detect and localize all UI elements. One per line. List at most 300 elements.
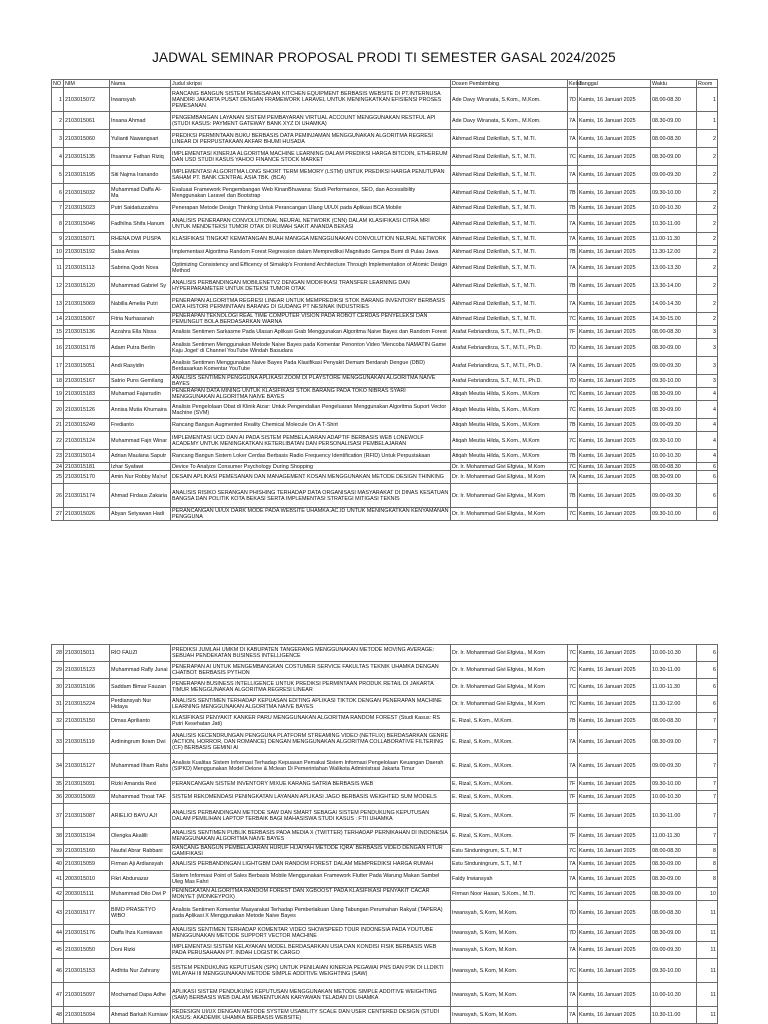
- cell-waktu: 09.30-10.00: [651, 959, 697, 983]
- cell-nama: Ardhita Nur Zahrany: [110, 959, 171, 983]
- cell-no: 42: [52, 888, 64, 901]
- cell-tanggal: Kamis, 16 Januari 2025: [578, 463, 651, 471]
- cell-nama: Ahmad Firdaus Zakaria: [110, 484, 171, 508]
- header-room: Room: [697, 80, 718, 88]
- cell-room: 4: [697, 388, 718, 401]
- cell-room: 1: [697, 88, 718, 112]
- cell-judul: PREDIKSI JUMLAH UMKM DI KABUPATEN TANGERANG MENGGUNAKAN METODE MOVING AVERAGE: SEBUAH PENDEKATAN BUSINESS INTELLIGENCE: [171, 645, 451, 662]
- cell-room: 2: [697, 184, 718, 202]
- cell-nama: Mochamad Dapa Adhe: [110, 983, 171, 1007]
- cell-no: 37: [52, 804, 64, 828]
- cell-nim: 2003015010: [64, 871, 110, 888]
- cell-room: 2: [697, 295, 718, 313]
- cell-nim: 2103015136: [64, 326, 110, 339]
- cell-no: 12: [52, 277, 64, 295]
- cell-room: 7: [697, 804, 718, 828]
- cell-room: 7: [697, 828, 718, 845]
- header-tanggal: Tanggal: [578, 80, 651, 88]
- table-row: [52, 804, 718, 828]
- cell-nim: 2103015032: [64, 184, 110, 202]
- table-row: [52, 388, 718, 401]
- cell-judul: IMPLEMENTASI KINERJA ALGORITMA MACHINE LEARNING DALAM PREDIKSI HARGA BITCOIN, ETHEREUM DAN USD STUDI KASUS YAHOO FINANCE STOCK MARKET: [171, 148, 451, 166]
- cell-no: 32: [52, 713, 64, 730]
- cell-room: 3: [697, 375, 718, 388]
- cell-kelas: 7A: [568, 858, 578, 871]
- header-waktu: Waktu: [651, 80, 697, 88]
- cell-no: 15: [52, 326, 64, 339]
- cell-judul: SISTEM PENDUKUNG KEPUTUSAN (SPK) UNTUK PENILAIAN KINERJA PEGAWAI PNS DAN P3K DI LLDIKTI WILAYAH III MENGGUNAKAN METODE SIMPLE ADDITIVE WEIGHTING (SAW): [171, 959, 451, 983]
- cell-no: 23: [52, 450, 64, 463]
- cell-nim: 2103015069: [64, 295, 110, 313]
- cell-kelas: 7B: [568, 450, 578, 463]
- cell-waktu: 08.00-08.30: [651, 713, 697, 730]
- cell-judul: ANALISIS SENTIMEN PUBLIK BERBASIS PADA MEDIA X (TWITTER) TERHADAP PERNIKAHAN DI INDONESIA MENGGUNAKAN ALGORITMA NAIVE BAYES: [171, 828, 451, 845]
- cell-nim: 2103015177: [64, 901, 110, 925]
- cell-nama: Siti Najma Iranando: [110, 166, 171, 184]
- cell-nim: 2103015176: [64, 925, 110, 942]
- cell-judul: PENGEMBANGAN LAYANAN SISTEM PEMBAYARAN VIRTUAL ACCOUNT MENGGUNAKAN RESTFUL API (STUDI KASUS: PAYMENT GATEWAY BANK XYZ DI UHAMKA): [171, 112, 451, 130]
- cell-dosen: Faldy Irwiansyah: [451, 871, 568, 888]
- cell-dosen: Atiqah Meutia Hilda, S.Kom., M.Kom: [451, 432, 568, 450]
- cell-nama: Ardiningrum Ikram Dwi: [110, 730, 171, 754]
- cell-kelas: 7C: [568, 645, 578, 662]
- cell-no: 17: [52, 357, 64, 375]
- cell-waktu: 10.30-11.00: [651, 662, 697, 679]
- cell-room: 2: [697, 277, 718, 295]
- cell-no: 6: [52, 184, 64, 202]
- cell-waktu: 09.00-09.30: [651, 484, 697, 508]
- cell-tanggal: Kamis, 16 Januari 2025: [578, 233, 651, 246]
- cell-judul: Analisis Kualitas Sistem Informasi Terhadap Kepuasan Pemakai Sistem Informasi Pengelolaan Keuangan Daerah (SIPKD) Menggunakan Model Delone & Mclean Di Pemerintahan Walikota Administrasi Jakarta Timur: [171, 754, 451, 778]
- cell-tanggal: Kamis, 16 Januari 2025: [578, 645, 651, 662]
- cell-kelas: 7C: [569, 463, 576, 470]
- cell-room: 4: [697, 450, 718, 463]
- cell-kelas: 7D: [568, 375, 578, 388]
- cell-kelas: 7A: [568, 130, 578, 148]
- cell-waktu: 13.00-13.30: [651, 259, 697, 277]
- cell-kelas: 7D: [568, 339, 578, 357]
- cell-nim: 2103015249: [64, 419, 110, 432]
- cell-no: 44: [52, 925, 64, 942]
- cell-dosen: Arafat Febriandirza, S.T., M.TI., Ph.D.: [451, 326, 568, 339]
- page-title: JADWAL SEMINAR PROPOSAL PRODI TI SEMESTER GASAL 2024/2025: [152, 50, 616, 65]
- cell-kelas: 7A: [568, 295, 578, 313]
- cell-judul: IMPLEMENTASI SISTEM KELAYAKAN MODEL BERDASARKAN USIA DAN KONDISI FISIK BERBASIS WEB PADA PERUSAHAAN PT. INDAH LOGISTIK CARGO: [171, 942, 451, 959]
- cell-nama: Izhar Syafawi: [110, 463, 171, 471]
- cell-judul: PENINGKATAN ALGORITMA RANDOM FOREST DAN XGBOOST PADA KLASIFIKASI PENYAKIT CACAR MONYET (MONKEYPOX): [171, 888, 451, 901]
- cell-kelas: 7C: [568, 696, 578, 713]
- cell-kelas: 7C: [568, 845, 578, 858]
- cell-judul: SISTEM REKOMENDASI PENINGKATAN LAYANAN APLIKASI JAGO BERBASIS WEIGHTED SUM MODELS: [171, 791, 451, 804]
- cell-dosen: Akhmad Rizal Dzikrillah, S.T., M.TI.: [451, 184, 568, 202]
- cell-nama: Muhammad Ilham Rahs: [110, 754, 171, 778]
- table-row: [52, 778, 718, 791]
- cell-kelas: 7D: [568, 88, 578, 112]
- cell-kelas: 7F: [568, 791, 578, 804]
- cell-room: 8: [697, 871, 718, 888]
- cell-waktu: 08.30-09.00: [651, 339, 697, 357]
- cell-judul: DESAIN APLIKASI PEMESANAN DAN MANAGEMENT KOSAN MENGGUNAKAN METODE DESIGN THINKING: [171, 471, 451, 484]
- cell-tanggal: Kamis, 16 Januari 2025: [578, 778, 651, 791]
- cell-judul: KLASIFIKASI TINGKAT KEMATANGAN BUAH MANGGA MENGGUNAKAN CONVOLUTION NEURAL NETWORK: [171, 233, 451, 246]
- cell-judul: ANALISIS PENERAPAN CONVOLUTIONAL NEURAL NETWORK (CNN) DALAM KLASIFIKASI CITRA MRI UNTUK MENDETEKSI TUMOR OTAK DI RUMAH SAKIT ANANDA BEKASI: [171, 215, 451, 233]
- cell-waktu: 09.30-10.00: [651, 375, 697, 388]
- cell-nim: 2103015060: [64, 130, 110, 148]
- cell-kelas: 7B: [568, 419, 578, 432]
- cell-nim: 2103015167: [64, 375, 110, 388]
- cell-nim: 2103015071: [64, 233, 110, 246]
- cell-nama: Nabilla Amelia Putri: [110, 295, 171, 313]
- cell-tanggal: Kamis, 16 Januari 2025: [578, 295, 651, 313]
- cell-no: 18: [52, 375, 64, 388]
- table-row: [52, 202, 718, 215]
- cell-room: 6: [697, 696, 718, 713]
- cell-no: 3: [52, 130, 64, 148]
- table-row: [52, 901, 718, 925]
- cell-room: 8: [697, 845, 718, 858]
- cell-nama: Fredianto: [110, 419, 171, 432]
- cell-waktu: 08.30-09.00: [651, 730, 697, 754]
- cell-tanggal: Kamis, 16 Januari 2025: [578, 357, 651, 375]
- cell-room: 2: [697, 130, 718, 148]
- cell-nim: 2103015160: [64, 845, 110, 858]
- cell-kelas: 7D: [568, 925, 578, 942]
- cell-room: 7: [697, 778, 718, 791]
- table-row: [52, 166, 718, 184]
- cell-waktu: 10.30-11.00: [651, 215, 697, 233]
- cell-tanggal: Kamis, 16 Januari 2025: [578, 1007, 651, 1024]
- cell-judul: Rancang Bangun Sistem Loker Cerdas Berbasis Radio Frequency Identification (RFID) Untuk Perpustakaan: [171, 450, 451, 463]
- cell-nama: Adam Putra Berlin: [110, 339, 171, 357]
- cell-waktu: 08.30-09.00: [651, 858, 697, 871]
- cell-dosen: Akhmad Rizal Dzikrillah, S.T., M.TI.: [451, 295, 568, 313]
- cell-room: 6: [697, 471, 718, 484]
- cell-tanggal: Kamis, 16 Januari 2025: [578, 925, 651, 942]
- cell-room: 11: [697, 983, 718, 1007]
- cell-waktu: 10.30-11.00: [651, 804, 697, 828]
- cell-kelas: 7C: [568, 662, 578, 679]
- cell-room: 3: [697, 357, 718, 375]
- cell-nim: 2003015111: [64, 888, 110, 901]
- cell-tanggal: Kamis, 16 Januari 2025: [578, 901, 651, 925]
- cell-nama: Naufal Abrar Rabbani: [110, 845, 171, 858]
- cell-judul: PENERAPAN BUSINESS INTELLIGENCE UNTUK PREDIKSI PERMINTAAN PRODUK RETAIL DI JAKARTA TIMUR MENGGUNAKAN ALGORITMA REGRESI LINEAR: [171, 679, 451, 696]
- cell-room: 2: [697, 202, 718, 215]
- cell-nim: 2103015094: [64, 1007, 110, 1024]
- cell-waktu: 13.30-14.00: [651, 277, 697, 295]
- cell-waktu: 08.30-09.00: [651, 888, 697, 901]
- table-row: [52, 959, 718, 983]
- cell-tanggal: Kamis, 16 Januari 2025: [578, 432, 651, 450]
- cell-tanggal: Kamis, 16 Januari 2025: [578, 277, 651, 295]
- cell-waktu: 09.00-09.30: [651, 166, 697, 184]
- cell-nama: ARIELIO BAYU AJI: [110, 804, 171, 828]
- cell-dosen: Ade Davy Wiranata, S.Kom., M.Kom.: [451, 88, 568, 112]
- cell-waktu: 10.00-10.30: [651, 645, 697, 662]
- cell-nama: Muhamad Fajarrudin: [110, 388, 171, 401]
- table-row: [52, 754, 718, 778]
- cell-judul: ANALISIS PERBANDINGAN METODE SAW DAN SMART SEBAGAI SISTEM PENDUKUNG KEPUTUSAN DALAM PEMILIHAN LAPTOP TERBAIK BAGI MAHASISWA STUDI KASUS : FTII UHAMKA: [171, 804, 451, 828]
- cell-dosen: E. Rizal, S.Kom., M.Kom.: [451, 791, 568, 804]
- cell-nama: Saddam Bimar Fauzan: [110, 679, 171, 696]
- cell-waktu: 09.00-09.30: [651, 754, 697, 778]
- cell-nim: 2103015224: [64, 696, 110, 713]
- table-row: [52, 339, 718, 357]
- cell-nama: Irwansyah: [110, 88, 171, 112]
- cell-nim: 2103015126: [64, 401, 110, 419]
- cell-dosen: Irwansyah, S.Kom, M.Kom.: [451, 925, 568, 942]
- cell-nim: 2103015174: [64, 484, 110, 508]
- cell-kelas: 7A: [568, 259, 578, 277]
- cell-waktu: 11.30-12.00: [651, 246, 697, 259]
- cell-tanggal: Kamis, 16 Januari 2025: [578, 484, 651, 508]
- cell-tanggal: Kamis, 16 Januari 2025: [578, 754, 651, 778]
- cell-dosen: Akhmad Rizal Dzikrillah, S.T., M.TI.: [451, 166, 568, 184]
- cell-no: 24: [52, 463, 64, 471]
- cell-tanggal: Kamis, 16 Januari 2025: [578, 112, 651, 130]
- header-no: NO: [52, 80, 64, 88]
- table-row: [52, 845, 718, 858]
- cell-waktu: 09.30-10.00: [651, 432, 697, 450]
- cell-judul: PENERAPAN TEKNOLOGI REAL TIME COMPUTER VISION PADA ROBOT CERDAS PENYELEKSI DAN PEMUNGUT BOLA BERDASARKAN WARNA: [171, 313, 451, 326]
- table-row: [52, 942, 718, 959]
- cell-tanggal: Kamis, 16 Januari 2025: [578, 450, 651, 463]
- cell-waktu: 09.00-09.30: [651, 357, 697, 375]
- cell-dosen: E. Rizal, S.Kom., M.Kom.: [451, 778, 568, 791]
- cell-waktu: 08.30-09.00: [651, 388, 697, 401]
- cell-room: 2: [697, 313, 718, 326]
- cell-tanggal: Kamis, 16 Januari 2025: [578, 419, 651, 432]
- cell-kelas: 7A: [568, 357, 578, 375]
- cell-tanggal: Kamis, 16 Januari 2025: [578, 804, 651, 828]
- cell-nama: Muhammad Dito Dwi P: [110, 888, 171, 901]
- table-row: [52, 484, 718, 508]
- cell-tanggal: Kamis, 16 Januari 2025: [578, 130, 651, 148]
- cell-no: 25: [52, 471, 64, 484]
- header-nama: Nama: [110, 80, 171, 88]
- table-row: [52, 662, 718, 679]
- cell-nim: 2103015170: [64, 471, 110, 484]
- cell-waktu: 08.00-08.30: [651, 845, 697, 858]
- cell-judul: Analisis Sentimen Menggunakan Naive Bayes Pada Klasifikasi Penyakit Demam Berdarah Dengue (DBD) Berdasarkan Komentar YouTube: [171, 357, 451, 375]
- cell-dosen: Atiqah Meutia Hilda, S.Kom., M.Kom: [451, 450, 568, 463]
- cell-kelas: 7A: [568, 112, 578, 130]
- table-row: [52, 184, 718, 202]
- cell-dosen: Akhmad Rizal Dzikrillah, S.T., M.TI.: [451, 202, 568, 215]
- table-row: [52, 326, 718, 339]
- cell-judul: PENERAPAN AI UNTUK MENGEMBANGKAN COSTUMER SERVICE FAKULTAS TEKNIK UHAMKA DENGAN CHATBOT BERBASIS PYTHON: [171, 662, 451, 679]
- cell-dosen: Irwansyah, S.Kom, M.Kom.: [451, 959, 568, 983]
- cell-tanggal: Kamis, 16 Januari 2025: [578, 471, 651, 484]
- cell-nama: Putri Saidatuzzahra: [110, 202, 171, 215]
- cell-nama: Adrian Maulana Saputr: [110, 450, 171, 463]
- cell-nim: 2103015135: [64, 148, 110, 166]
- cell-nama: Fitria Nurhasanah: [110, 313, 171, 326]
- table-row: [52, 432, 718, 450]
- cell-waktu: 11.30-12.00: [651, 696, 697, 713]
- cell-dosen: Ade Davy Wiranata, S.Kom., M.Kom.: [451, 112, 568, 130]
- cell-dosen: Akhmad Rizal Dzikrillah, S.T., M.TI.: [451, 130, 568, 148]
- table-row: [52, 471, 718, 484]
- cell-tanggal: Kamis, 16 Januari 2025: [578, 858, 651, 871]
- cell-kelas: 7D: [568, 901, 578, 925]
- cell-nama: RHENA DWI PUSPA: [110, 233, 171, 246]
- cell-no: 41: [52, 871, 64, 888]
- cell-judul: ANALISIS SENTIMEN TERHADAP KEPUASAN EDITING APLIKASI TIKTOK DENGAN PENERAPAN MACHINE LEARNING MENGGUNAKAN ALGORITMA NAIVE BAYES: [171, 696, 451, 713]
- table-header-row: [52, 80, 718, 88]
- cell-waktu: 08.00-08.30: [651, 901, 697, 925]
- cell-dosen: Atiqah Meutia Hilda, S.Kom., M.Kom: [451, 401, 568, 419]
- cell-nim: 2103015014: [64, 450, 110, 463]
- cell-nim: 2103015195: [64, 166, 110, 184]
- cell-no: 10: [52, 246, 64, 259]
- table-row: [52, 871, 718, 888]
- cell-dosen: Akhmad Rizal Dzikrillah, S.T., M.TI.: [451, 313, 568, 326]
- table-row: [52, 730, 718, 754]
- cell-no: 4: [52, 148, 64, 166]
- cell-waktu: 08.30-09.00: [651, 471, 697, 484]
- cell-room: 11: [697, 901, 718, 925]
- cell-no: 7: [52, 202, 64, 215]
- cell-tanggal: Kamis, 16 Januari 2025: [578, 184, 651, 202]
- cell-kelas: 7B: [568, 277, 578, 295]
- cell-no: 45: [52, 942, 64, 959]
- cell-nama: Fikri Abdunazar: [110, 871, 171, 888]
- cell-nim: 2103015051: [64, 357, 110, 375]
- cell-kelas: 7A: [568, 754, 578, 778]
- cell-judul: Analisis Pengelolaan Obat di Klinik Aizar: Untuk Pengendalian Pengeluaran Menggunakan Algoritma Suport Vector Machine (SVM): [171, 401, 451, 419]
- cell-waktu: 09.30-10.00: [651, 778, 697, 791]
- cell-waktu: 10.30-11.00: [651, 1007, 697, 1024]
- page-break: [0, 528, 768, 643]
- cell-kelas: 7B: [568, 246, 578, 259]
- cell-dosen: Irwansyah, S.Kom, M.Kom.: [451, 983, 568, 1007]
- cell-judul: ANALISIS PERBANDINGAN MOBILENETV2 DENGAN MODIFIKASI TRANSFER LEARNING DAN HYPERPARAMETER UNTUK DETEKSI TUMOR OTAK: [171, 277, 451, 295]
- cell-waktu: 10.00-10.30: [651, 450, 697, 463]
- cell-room: 2: [697, 233, 718, 246]
- cell-dosen: Dr. Ir. Mohammad Givi Efgivia., M.Kom: [451, 471, 568, 484]
- cell-judul: Analisis Sentimen Sarkasme Pada Ulasan Aplikasi Grab Menggunakan Algoritma Naive Bayes dan Random Forest: [171, 326, 451, 339]
- cell-nim: 2103015183: [64, 388, 110, 401]
- cell-waktu: 08.30-09.00: [651, 112, 697, 130]
- cell-judul: KLASIFIKASI PENYAKIT KANKER PARU MENGGUNAKAN ALGORITMA RANDOM FOREST (Studi Kasus: RS Putri Kesehatan Jati): [171, 713, 451, 730]
- cell-dosen: Akhmad Rizal Dzikrillah, S.T., M.TI.: [451, 215, 568, 233]
- cell-nim: 2003015069: [64, 791, 110, 804]
- cell-tanggal: Kamis, 16 Januari 2025: [578, 313, 651, 326]
- table-row: [52, 148, 718, 166]
- cell-waktu: 10.00-10.30: [651, 983, 697, 1007]
- cell-dosen: Akhmad Rizal Dzikrillah, S.T., M.TI.: [451, 259, 568, 277]
- cell-tanggal: Kamis, 16 Januari 2025: [578, 388, 651, 401]
- cell-nama: Insana Ahmad: [110, 112, 171, 130]
- table-row: [52, 259, 718, 277]
- cell-room: 11: [697, 925, 718, 942]
- cell-tanggal: Kamis, 16 Januari 2025: [578, 888, 651, 901]
- cell-nama: Muhammad Rafly Junai: [110, 662, 171, 679]
- cell-waktu: 08.00-08.30: [651, 130, 697, 148]
- cell-no: 19: [52, 388, 64, 401]
- cell-nama: Rizki Amanda Rexi: [110, 778, 171, 791]
- cell-room: 6: [697, 508, 718, 521]
- cell-room: 1: [697, 112, 718, 130]
- cell-tanggal: Kamis, 16 Januari 2025: [578, 959, 651, 983]
- cell-nim: 2103015091: [64, 778, 110, 791]
- cell-nama: Dimas Aprilianto: [110, 713, 171, 730]
- cell-tanggal: Kamis, 16 Januari 2025: [578, 375, 651, 388]
- header-dosen: Dosen Pembimbing: [451, 80, 568, 88]
- cell-dosen: E. Rizal, S.Kom., M.Kom.: [451, 804, 568, 828]
- cell-nama: Fadhilna Shifa Hanum: [110, 215, 171, 233]
- cell-tanggal: Kamis, 16 Januari 2025: [578, 696, 651, 713]
- cell-no: 46: [52, 959, 64, 983]
- cell-room: 2: [697, 166, 718, 184]
- cell-no: 48: [52, 1007, 64, 1024]
- cell-dosen: E. Rizal, S.Kom., M.Kom.: [451, 713, 568, 730]
- cell-judul: Evaluasi Framework Pengembangan Web KinanBhuwana: Studi Performance, SEO, dan Accessibility Menggunakan Laravel dan Bootstrap: [171, 184, 451, 202]
- table-row: [52, 925, 718, 942]
- cell-judul: ANALISIS PERBANDINGAN LIGHTGBM DAN RANDOM FOREST DALAM MEMPREDIKSI HARGA RUMAH: [171, 858, 451, 871]
- cell-nim: 2103015113: [64, 259, 110, 277]
- cell-room: 6: [697, 484, 718, 508]
- cell-judul: PERANCANGAN SISTEM INVENTORY MIXUE KARANG SATRIA BERBASIS WEB: [171, 778, 451, 791]
- cell-room: 6: [697, 679, 718, 696]
- cell-nim: 2103015150: [64, 713, 110, 730]
- cell-dosen: Irwansyah, S.Kom, M.Kom.: [451, 942, 568, 959]
- cell-judul: Rancang Bangun Augmented Reality Chemical Molecule On A T-Shirt: [171, 419, 451, 432]
- cell-kelas: 7C: [568, 432, 578, 450]
- cell-judul: PERANCANGAN UI/UX DARK MODE PADA WEBSITE UHAMKA.AC.ID UNTUK MENINGKATKAN KENYAMANAN PENGGUNA: [171, 508, 451, 521]
- cell-room: 6: [697, 463, 718, 471]
- cell-nim: 2103015106: [64, 679, 110, 696]
- cell-tanggal: Kamis, 16 Januari 2025: [578, 713, 651, 730]
- cell-waktu: 11.00-11.30: [651, 679, 697, 696]
- table-row: [52, 419, 718, 432]
- cell-nim: 2103015011: [64, 645, 110, 662]
- table-row: [52, 357, 718, 375]
- cell-room: 2: [697, 215, 718, 233]
- cell-no: 9: [52, 233, 64, 246]
- cell-waktu: 09.00-09.30: [651, 942, 697, 959]
- cell-dosen: E. Rizal, S.Kom., M.Kom.: [451, 754, 568, 778]
- table-row: [52, 679, 718, 696]
- cell-waktu: 11.00-11.30: [651, 233, 697, 246]
- cell-tanggal: Kamis, 16 Januari 2025: [578, 339, 651, 357]
- cell-no: 38: [52, 828, 64, 845]
- cell-nama: Yulianti Nawangsari: [110, 130, 171, 148]
- cell-waktu: 08.30-09.00: [651, 401, 697, 419]
- cell-nama: Ihsannur Fathan Riziq: [110, 148, 171, 166]
- cell-judul: APLIKASI SISTEM PENDUKUNG KEPUTUSAN MENGGUNAKAN METODE SIMPLE ADDITIVE WEIGHTING (SAW) BERBASIS WEB DALAM MENENTUKAN KARYAWAN TELADAN DI UHAMKA: [171, 983, 451, 1007]
- cell-tanggal: Kamis, 16 Januari 2025: [578, 246, 651, 259]
- cell-dosen: Dr. Ir. Mohammad Givi Efgivia., M.Kom: [451, 508, 568, 521]
- cell-room: 4: [697, 419, 718, 432]
- table-row: [52, 1007, 718, 1024]
- cell-tanggal: Kamis, 16 Januari 2025: [578, 326, 651, 339]
- cell-no: 1: [52, 88, 64, 112]
- header-judul: Judul skripsi: [171, 80, 451, 88]
- cell-dosen: Atiqah Meutia Hilda, S.Kom., M.Kom: [451, 419, 568, 432]
- cell-no: 36: [52, 791, 64, 804]
- cell-nim: 2103015127: [64, 754, 110, 778]
- cell-judul: PREDIKSI PERMINTAAN BUKU BERBASIS DATA PEMINJAMAN MENGGUNAKAN ALGORITMA REGRESI LINEAR DI PERPUSTAKAAN AKFAR BHUMI HUSADA: [171, 130, 451, 148]
- cell-tanggal: Kamis, 16 Januari 2025: [578, 983, 651, 1007]
- cell-nama: Olengka Akalilli: [110, 828, 171, 845]
- cell-nama: Doni Rizki: [110, 942, 171, 959]
- cell-tanggal: Kamis, 16 Januari 2025: [578, 148, 651, 166]
- cell-nama: Muhammad Daffa Al-Ma: [110, 184, 171, 202]
- cell-no: 29: [52, 662, 64, 679]
- cell-waktu: 14.30-15.00: [651, 313, 697, 326]
